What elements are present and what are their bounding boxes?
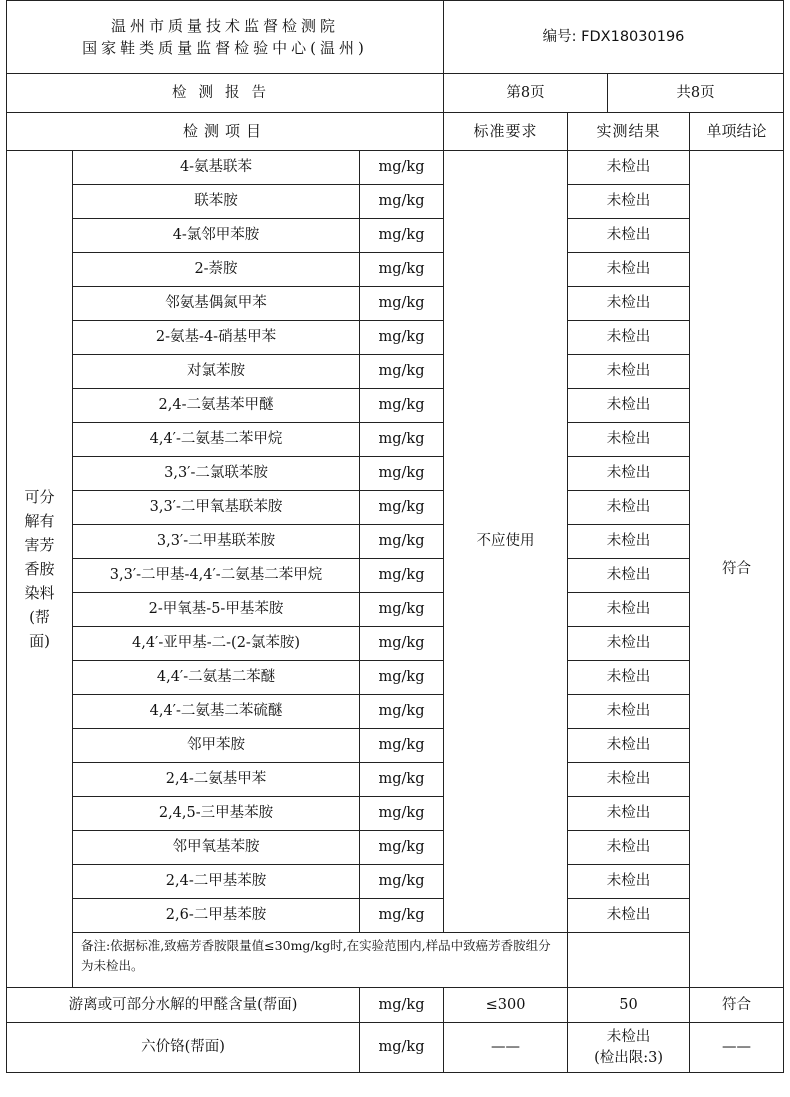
item-name: 邻甲苯胺 bbox=[73, 729, 360, 763]
table-row bbox=[7, 763, 784, 797]
report-table bbox=[6, 0, 784, 1073]
table-row bbox=[7, 559, 784, 593]
test-report bbox=[6, 0, 783, 1073]
category-label bbox=[18, 485, 62, 653]
item-result: 未检出 bbox=[568, 253, 690, 287]
chromium-result-value: 未检出 bbox=[606, 1028, 651, 1045]
formaldehyde-standard: ≤300 bbox=[444, 988, 568, 1023]
item-result: 未检出 bbox=[568, 695, 690, 729]
item-result: 未检出 bbox=[568, 831, 690, 865]
column-header-conclusion: 单项结论 bbox=[690, 113, 784, 151]
table-row bbox=[7, 287, 784, 321]
category-label-line: (帮 bbox=[29, 608, 50, 626]
table-row bbox=[7, 355, 784, 389]
item-unit: mg/kg bbox=[360, 287, 444, 321]
item-unit: mg/kg bbox=[360, 627, 444, 661]
item-result: 未检出 bbox=[568, 491, 690, 525]
table-row bbox=[7, 423, 784, 457]
table-row bbox=[7, 899, 784, 933]
item-unit: mg/kg bbox=[360, 763, 444, 797]
column-header-result: 实测结果 bbox=[568, 113, 690, 151]
item-unit: mg/kg bbox=[360, 661, 444, 695]
formaldehyde-name: 游离或可部分水解的甲醛含量(帮面) bbox=[7, 988, 360, 1023]
table-row bbox=[7, 661, 784, 695]
item-result: 未检出 bbox=[568, 287, 690, 321]
table-row bbox=[7, 593, 784, 627]
table-row bbox=[7, 151, 784, 185]
item-unit: mg/kg bbox=[360, 695, 444, 729]
report-title: 检测报告 bbox=[7, 74, 444, 113]
column-header-item: 检测项目 bbox=[7, 113, 444, 151]
item-unit: mg/kg bbox=[360, 559, 444, 593]
item-name: 2-萘胺 bbox=[73, 253, 360, 287]
group-conclusion: 符合 bbox=[690, 151, 784, 988]
item-name: 4,4′-亚甲基-二-(2-氯苯胺) bbox=[73, 627, 360, 661]
item-result: 未检出 bbox=[568, 389, 690, 423]
item-result: 未检出 bbox=[568, 355, 690, 389]
item-name: 4-氨基联苯 bbox=[73, 151, 360, 185]
item-name: 邻甲氧基苯胺 bbox=[73, 831, 360, 865]
item-name: 对氯苯胺 bbox=[73, 355, 360, 389]
item-result: 未检出 bbox=[568, 763, 690, 797]
chromium-result bbox=[568, 1023, 690, 1073]
item-result: 未检出 bbox=[568, 525, 690, 559]
item-result: 未检出 bbox=[568, 865, 690, 899]
item-name: 2,4-二甲基苯胺 bbox=[73, 865, 360, 899]
table-row bbox=[7, 491, 784, 525]
table-row bbox=[7, 695, 784, 729]
item-result: 未检出 bbox=[568, 423, 690, 457]
item-result: 未检出 bbox=[568, 185, 690, 219]
institute-line-1: 温州市质量技术监督检测院 bbox=[111, 17, 340, 35]
item-name: 2,4,5-三甲基苯胺 bbox=[73, 797, 360, 831]
item-unit: mg/kg bbox=[360, 593, 444, 627]
chromium-detection-limit: (检出限:3) bbox=[594, 1049, 663, 1066]
item-name: 3,3′-二甲基联苯胺 bbox=[73, 525, 360, 559]
formaldehyde-result: 50 bbox=[568, 988, 690, 1023]
table-row bbox=[7, 253, 784, 287]
item-unit: mg/kg bbox=[360, 729, 444, 763]
table-row bbox=[7, 627, 784, 661]
item-name: 邻氨基偶氮甲苯 bbox=[73, 287, 360, 321]
item-name: 2-甲氧基-5-甲基苯胺 bbox=[73, 593, 360, 627]
item-result: 未检出 bbox=[568, 661, 690, 695]
table-row bbox=[7, 831, 784, 865]
item-result: 未检出 bbox=[568, 219, 690, 253]
item-unit: mg/kg bbox=[360, 389, 444, 423]
category-label-line: 面) bbox=[29, 632, 50, 650]
item-unit: mg/kg bbox=[360, 899, 444, 933]
item-unit: mg/kg bbox=[360, 491, 444, 525]
table-row bbox=[7, 865, 784, 899]
item-name: 4,4′-二氨基二苯硫醚 bbox=[73, 695, 360, 729]
formaldehyde-unit: mg/kg bbox=[360, 988, 444, 1023]
item-unit: mg/kg bbox=[360, 321, 444, 355]
item-name: 联苯胺 bbox=[73, 185, 360, 219]
category-label-line: 染料 bbox=[24, 584, 55, 602]
table-row bbox=[7, 219, 784, 253]
item-name: 2,4-二氨基甲苯 bbox=[73, 763, 360, 797]
item-unit: mg/kg bbox=[360, 525, 444, 559]
institute-line-2: 国家鞋类质量监督检验中心(温州) bbox=[82, 39, 368, 57]
table-row bbox=[7, 321, 784, 355]
item-name: 4,4′-二氨基二苯醚 bbox=[73, 661, 360, 695]
table-row bbox=[7, 457, 784, 491]
institute-name bbox=[7, 1, 444, 74]
item-name: 4-氯邻甲苯胺 bbox=[73, 219, 360, 253]
item-name: 4,4′-二氨基二苯甲烷 bbox=[73, 423, 360, 457]
item-result: 未检出 bbox=[568, 559, 690, 593]
category-cell bbox=[7, 151, 73, 988]
item-unit: mg/kg bbox=[360, 355, 444, 389]
chromium-conclusion: —— bbox=[690, 1023, 784, 1073]
item-result: 未检出 bbox=[568, 151, 690, 185]
item-name: 3,3′-二甲氧基联苯胺 bbox=[73, 491, 360, 525]
item-result: 未检出 bbox=[568, 729, 690, 763]
report-number: 编号: FDX18030196 bbox=[444, 1, 784, 74]
chromium-standard: —— bbox=[444, 1023, 568, 1073]
item-unit: mg/kg bbox=[360, 865, 444, 899]
chromium-unit: mg/kg bbox=[360, 1023, 444, 1073]
item-result: 未检出 bbox=[568, 593, 690, 627]
item-unit: mg/kg bbox=[360, 457, 444, 491]
item-unit: mg/kg bbox=[360, 219, 444, 253]
category-label-line: 害芳 bbox=[24, 536, 55, 554]
formaldehyde-conclusion: 符合 bbox=[690, 988, 784, 1023]
item-result: 未检出 bbox=[568, 797, 690, 831]
table-row bbox=[7, 185, 784, 219]
item-result: 未检出 bbox=[568, 457, 690, 491]
item-name: 2-氨基-4-硝基甲苯 bbox=[73, 321, 360, 355]
page-total: 共8页 bbox=[608, 74, 784, 113]
item-unit: mg/kg bbox=[360, 797, 444, 831]
table-row bbox=[7, 729, 784, 763]
item-unit: mg/kg bbox=[360, 185, 444, 219]
category-label-line: 香胺 bbox=[24, 560, 55, 578]
item-name: 3,3′-二氯联苯胺 bbox=[73, 457, 360, 491]
item-unit: mg/kg bbox=[360, 151, 444, 185]
item-unit: mg/kg bbox=[360, 423, 444, 457]
item-unit: mg/kg bbox=[360, 253, 444, 287]
remark-note: 备注:依据标准,致癌芳香胺限量值≤30mg/kg时,在实验范围内,样品中致癌芳香胺组分为未检出。 bbox=[73, 933, 568, 988]
item-name: 3,3′-二甲基-4,4′-二氨基二苯甲烷 bbox=[73, 559, 360, 593]
category-label-line: 解有 bbox=[24, 512, 55, 530]
item-result: 未检出 bbox=[568, 627, 690, 661]
item-result: 未检出 bbox=[568, 321, 690, 355]
column-header-standard: 标准要求 bbox=[444, 113, 568, 151]
item-name: 2,4-二氨基苯甲醚 bbox=[73, 389, 360, 423]
group-standard: 不应使用 bbox=[444, 151, 568, 933]
table-row bbox=[7, 797, 784, 831]
category-label-line: 可分 bbox=[24, 488, 55, 506]
item-result: 未检出 bbox=[568, 899, 690, 933]
table-row bbox=[7, 389, 784, 423]
table-row bbox=[7, 525, 784, 559]
chromium-name: 六价铬(帮面) bbox=[7, 1023, 360, 1073]
page-current: 第8页 bbox=[444, 74, 608, 113]
item-name: 2,6-二甲基苯胺 bbox=[73, 899, 360, 933]
item-unit: mg/kg bbox=[360, 831, 444, 865]
